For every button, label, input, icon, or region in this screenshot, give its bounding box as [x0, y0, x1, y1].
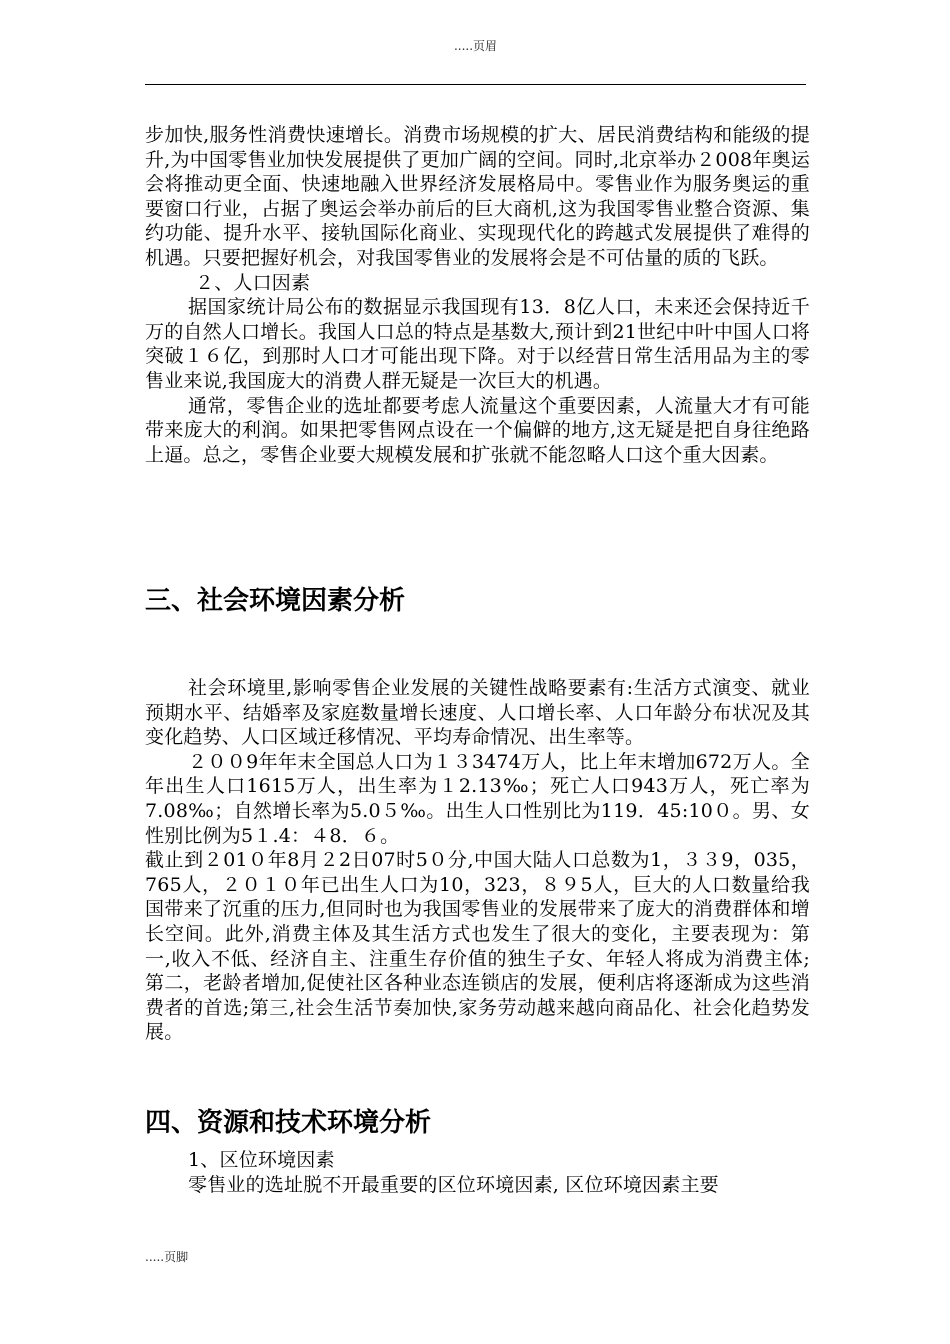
text-block-population	[145, 123, 810, 467]
subheading-location-factor: 1、区位环境因素	[188, 1149, 335, 1171]
section-heading-resources: 四、资源和技术环境分析	[145, 1108, 432, 1138]
paragraph: 社会环境里,影响零售企业发展的关键性战略要素有:生活方式演变、就业预期水平、结婚率及家庭数量增长速度、人口增长率、人口年龄分布状况及其变化趋势、人口区域迁移情况、平均寿命情况、出生率等。	[145, 677, 810, 749]
paragraph: 步加快,服务性消费快速增长。消费市场规模的扩大、居民消费结构和能级的提升,为中国零售业加快发展提供了更加广阔的空间。同时,北京举办２008年奥运会将推动更全面、快速地融入世界经济发展格局中。零售业作为服务奥运的重要窗口行业，占据了奥运会举办前后的巨大商机,这为我国零售业整合资源、集约功能、提升水平、接轨国际化商业、实现现代化的跨越式发展提供了难得的机遇。只要把握好机会，对我国零售业的发展将会是不可估量的质的飞跃。	[145, 124, 810, 269]
subheading-population-factor: ２、人口因素	[195, 271, 311, 294]
text-block-resources	[145, 1148, 810, 1197]
paragraph: 通常，零售企业的选址都要考虑人流量这个重要因素，人流量大才有可能带来庞大的利润。如果把零售网点设在一个偏僻的地方,这无疑是把自身往绝路上逼。总之，零售企业要大规模发展和扩张就不能忽略人口这个重大因素。	[145, 394, 810, 466]
paragraph: ２００9年年末全国总人口为１３3474万人，比上年末增加672万人。全年出生人口1615万人，出生率为１2.13‰；死亡人口943万人，死亡率为7.08‰；自然增长率为5.0５‰。出生人口性别比为119．45:10０。男、女性别比例为5１.4：４8．６。	[145, 750, 810, 847]
page-header: .....页眉	[453, 39, 498, 53]
page-footer: .....页脚	[145, 1250, 189, 1264]
text-block-social	[145, 676, 810, 1045]
header-divider	[145, 84, 806, 85]
paragraph: 零售业的选址脱不开最重要的区位环境因素, 区位环境因素主要	[188, 1173, 719, 1196]
section-heading-social: 三、社会环境因素分析	[145, 586, 406, 616]
paragraph: 据国家统计局公布的数据显示我国现有13．8亿人口，未来还会保持近千万的自然人口增长。我国人口总的特点是基数大,预计到21世纪中叶中国人口将突破１６亿，到那时人口才可能出现下降。对于以经营日常生活用品为主的零售业来说,我国庞大的消费人群无疑是一次巨大的机遇。	[145, 296, 810, 392]
paragraph: 截止到２01０年8月２2日07时5０分,中国大陆人口总数为1，３３9，035，765人，２０１０年已出生人口为10，323，８９5人，巨大的人口数量给我国带来了沉重的压力,但同时也为我国零售业的发展带来了庞大的消费群体和增长空间。此外,消费主体及其生活方式也发生了很大的变化，主要表现为：第一,收入不低、经济自主、注重生存价值的独生子女、年轻人将成为消费主体;第二，老龄者增加,促使社区各种业态连锁店的发展，便利店将逐渐成为这些消费者的首选;第三,社会生活节奏加快,家务劳动越来越向商品化、社会化趋势发展。	[145, 849, 810, 1044]
